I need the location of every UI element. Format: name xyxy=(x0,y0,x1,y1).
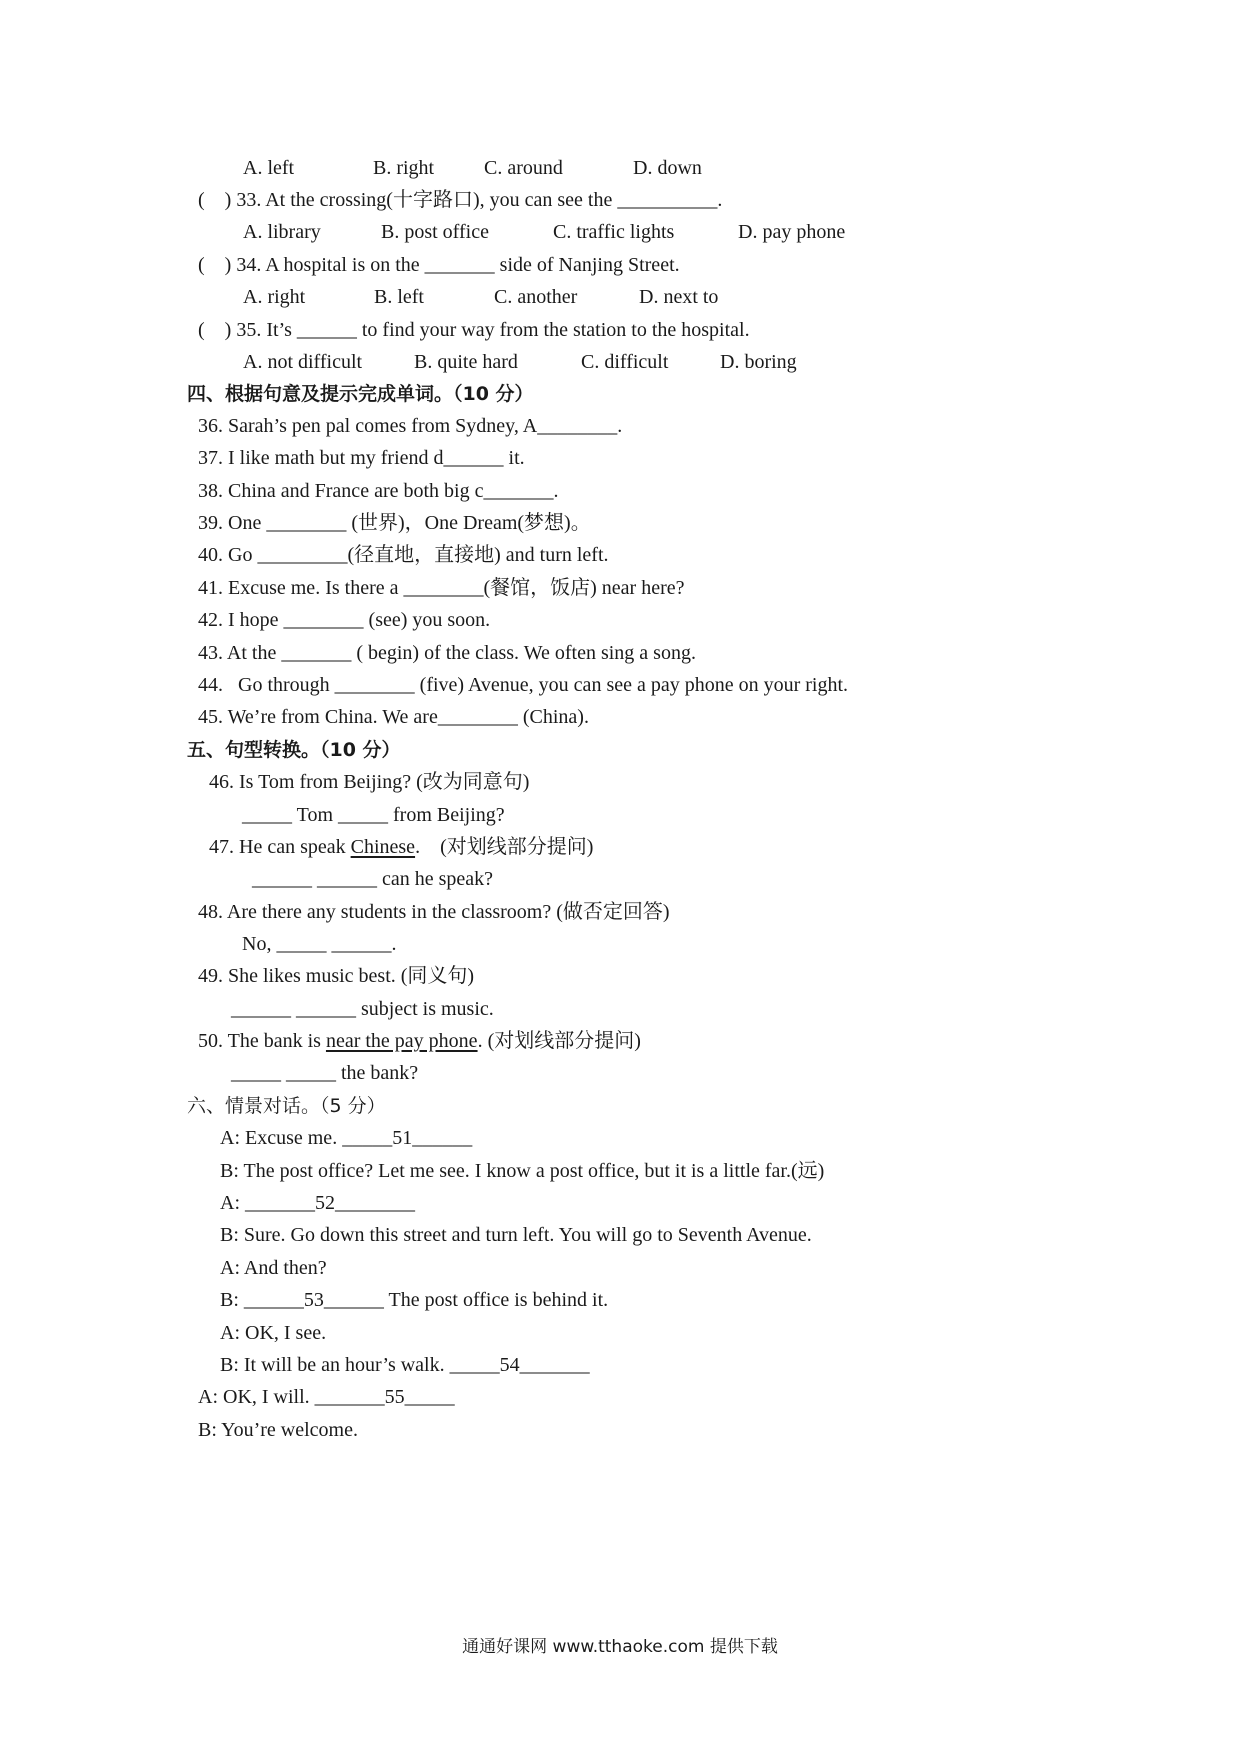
q35-stem: ( ) 35. It’s ______ to find your way from the station to the hospital. xyxy=(198,319,750,341)
q38: 38. China and France are both big c_______. xyxy=(198,480,559,502)
q32-option-d: D. down xyxy=(633,157,702,179)
q41: 41. Excuse me. Is there a ________(餐馆，饭店) near here? xyxy=(198,577,685,599)
q50-instruction: . (对划线部分提问) xyxy=(477,1030,641,1052)
q33-option-b: B. post office xyxy=(381,221,489,243)
q49-answer-line: ______ ______ subject is music. xyxy=(231,998,494,1020)
q36: 36. Sarah’s pen pal comes from Sydney, A________. xyxy=(198,415,623,437)
q33-option-d: D. pay phone xyxy=(738,221,846,243)
q50 xyxy=(198,1029,641,1053)
q33-option-a: A. library xyxy=(243,221,321,243)
section5-title: 五、句型转换。（10 分） xyxy=(187,739,401,761)
q34-stem: ( ) 34. A hospital is on the _______ side of Nanjing Street. xyxy=(198,254,680,276)
q46-answer-line: _____ Tom _____ from Beijing? xyxy=(242,804,505,826)
q44: 44. Go through ________ (five) Avenue, you can see a pay phone on your right. xyxy=(198,674,849,696)
q33-option-c: C. traffic lights xyxy=(553,221,675,243)
q34-option-a: A. right xyxy=(243,286,306,308)
dialogue-line-4: B: Sure. Go down this street and turn left. You will go to Seventh Avenue. xyxy=(220,1224,812,1246)
q47 xyxy=(209,835,593,859)
dialogue-line-8: B: It will be an hour’s walk. _____54_______ xyxy=(220,1354,590,1376)
q37: 37. I like math but my friend d______ it. xyxy=(198,447,525,469)
q50-answer-line: _____ _____ the bank? xyxy=(231,1062,419,1084)
q43: 43. At the _______ ( begin) of the class. We often sing a song. xyxy=(198,642,696,664)
q35-option-d: D. boring xyxy=(720,351,797,373)
section6-title: 六、情景对话。（5 分） xyxy=(187,1095,386,1117)
dialogue-line-3: A: _______52________ xyxy=(220,1192,415,1214)
dialogue-line-9: A: OK, I will. _______55_____ xyxy=(198,1386,455,1408)
q40: 40. Go _________(径直地，直接地) and turn left. xyxy=(198,544,609,566)
q33-stem: ( ) 33. At the crossing(十字路口), you can see the __________. xyxy=(198,189,723,211)
q50-text: 50. The bank is xyxy=(198,1030,326,1052)
q32-option-b: B. right xyxy=(373,157,435,179)
dialogue-line-7: A: OK, I see. xyxy=(220,1322,327,1344)
dialogue-line-2: B: The post office? Let me see. I know a post office, but it is a little far.(远) xyxy=(220,1160,825,1182)
q50-underlined: near the pay phone xyxy=(325,1030,478,1052)
q34-option-c: C. another xyxy=(494,286,578,308)
page-footer: 通通好课网 www.tthaoke.com 提供下载 xyxy=(462,1637,778,1657)
q34-option-b: B. left xyxy=(374,286,424,308)
section4-title: 四、根据句意及提示完成单词。（10 分） xyxy=(187,383,534,405)
q47-underlined: Chinese xyxy=(350,836,416,858)
dialogue-line-1: A: Excuse me. _____51______ xyxy=(220,1127,473,1149)
q35-option-b: B. quite hard xyxy=(414,351,518,373)
q34-option-d: D. next to xyxy=(639,286,719,308)
q47-text: 47. He can speak xyxy=(209,836,351,858)
q32-option-a: A. left xyxy=(243,157,295,179)
q47-answer-line: ______ ______ can he speak? xyxy=(252,868,494,890)
q35-option-a: A. not difficult xyxy=(243,351,363,373)
q48: 48. Are there any students in the classroom? (做否定回答) xyxy=(198,901,670,923)
q45: 45. We’re from China. We are________ (China). xyxy=(198,706,589,728)
q48-answer-line: No, _____ ______. xyxy=(242,933,397,955)
dialogue-line-5: A: And then? xyxy=(220,1257,327,1279)
dialogue-line-10: B: You’re welcome. xyxy=(198,1419,358,1441)
q35-option-c: C. difficult xyxy=(581,351,669,373)
q42: 42. I hope ________ (see) you soon. xyxy=(198,609,491,631)
q32-option-c: C. around xyxy=(484,157,563,179)
dialogue-line-6: B: ______53______ The post office is behind it. xyxy=(220,1289,609,1311)
q47-instruction: . (对划线部分提问) xyxy=(415,836,594,858)
q49: 49. She likes music best. (同义句) xyxy=(198,965,475,987)
q46: 46. Is Tom from Beijing? (改为同意句) xyxy=(209,771,530,793)
q39: 39. One ________ (世界)，One Dream(梦想)。 xyxy=(198,512,591,534)
